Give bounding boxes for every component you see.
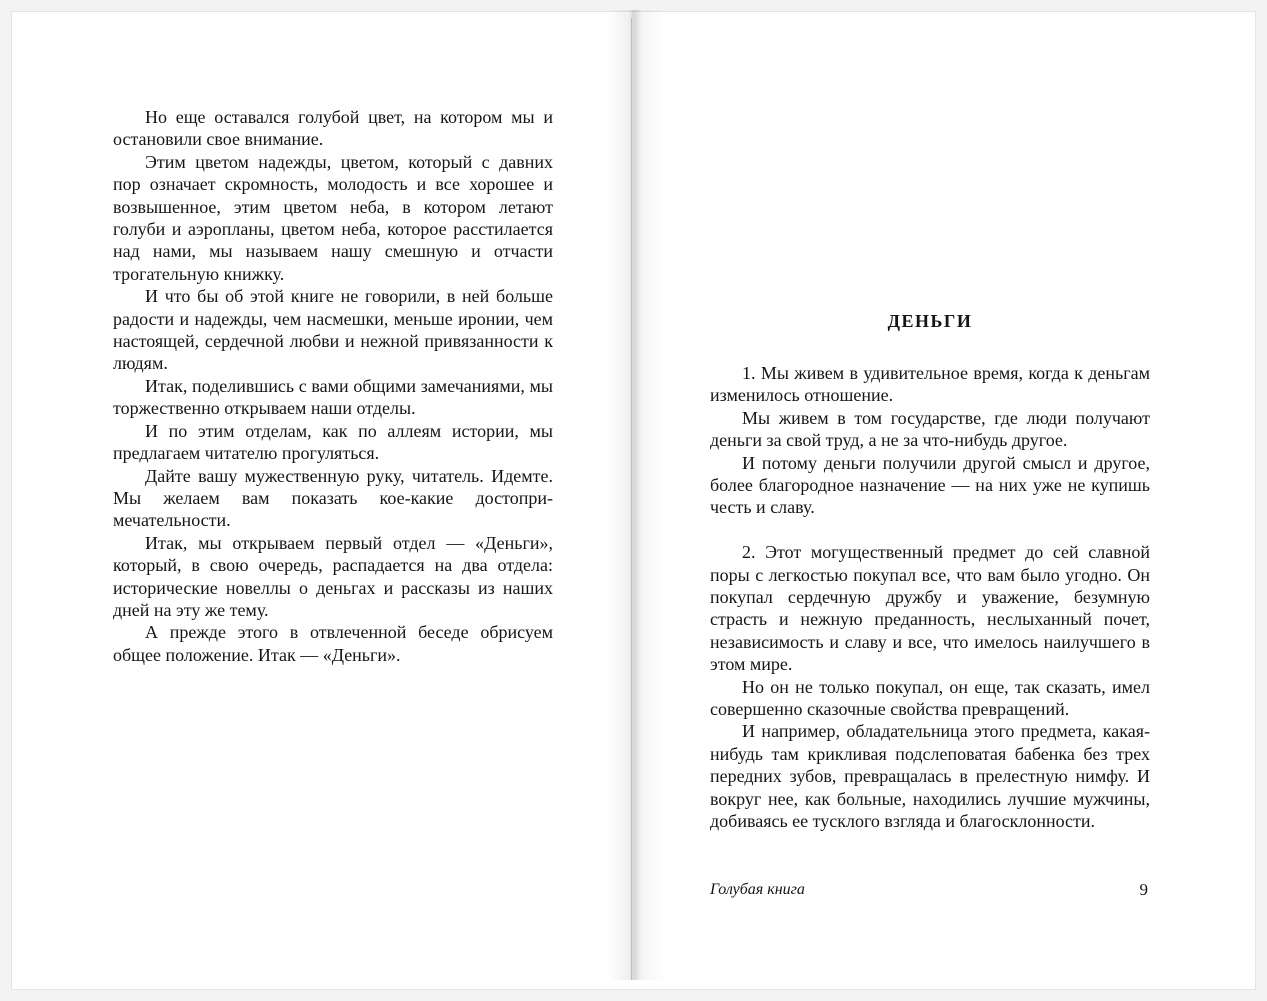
paragraph: И что бы об этой книге не говорили, в ней больше радости и надежды, чем насмешки, меньше иронии, чем настоящей, сердечной любви и нежной привязанности к людям.: [113, 286, 553, 374]
paragraph: Итак, поделившись с вами общими замечаниями, мы торжественно открываем наши отделы.: [113, 375, 553, 419]
right-page-edge: [631, 18, 632, 980]
paragraph: Дайте вашу мужественную руку, читатель. Идемте. Мы желаем вам показать кое-какие достопримечательности.: [113, 465, 553, 531]
left-page-text: [113, 106, 553, 666]
paragraph: Но он не только покупал, он еще, так сказать, имел совершенно сказочные свойства превращений.: [710, 676, 1150, 720]
page-number: 9: [1139, 880, 1148, 899]
paragraph: И потому деньги получили другой смысл и другое, более благородное назначение — на них уже не купишь честь и славу.: [710, 452, 1150, 518]
paragraph: Итак, мы открываем первый отдел — «Деньги», который, в свою очередь, распадается на два отдела: исторические новеллы о деньгах и рассказы из наших дней на эту же тему.: [113, 532, 553, 620]
paragraph: Но еще оставался голубой цвет, на котором мы и остановили свое внимание.: [113, 107, 553, 150]
running-footer-title: Голубая книга: [710, 881, 805, 898]
chapter-title: ДЕНЬГИ: [887, 311, 973, 331]
paragraph: 2. Этот могущественный предмет до сей славной поры с легкостью покупал все, что вам было угодно. Он покупал сердечную дружбу и уважение, безумную страсть и нежную преданность, неслыханный почет, независимость и славу и все, что имелось наилучшего в этом мире.: [710, 542, 1150, 675]
paragraph: 1. Мы живем в удивительное время, когда к деньгам изменилось отношение.: [710, 363, 1150, 406]
paragraph: А прежде этого в отвлеченной беседе обрисуем общее положение. Итак — «Деньги».: [113, 622, 553, 665]
paragraph: И по этим отделам, как по аллеям истории, мы предлагаем читателю прогуляться.: [113, 420, 553, 464]
paragraph: И например, обладательница этого предмета, какая-нибудь там крикливая подслеповатая бабенка без трех передних зубов, превращалась в прелестную нимфу. И вокруг нее, как больные, находились лучшие мужчины, добиваясь ее тусклого взгляда и благосклонности.: [710, 721, 1150, 832]
book-gutter-shadow: [606, 10, 666, 980]
right-page-text: [710, 362, 1150, 833]
paragraph: Этим цветом надежды, цветом, который с давних пор означает скромность, молодость и все хорошее и возвышенное, этим цветом неба, в котором летают голуби и аэропланы, цветом неба, которое расстилается над нами, мы называем нашу смешную и отчасти трогательную книжку.: [113, 151, 553, 284]
paragraph: Мы живем в том государстве, где люди получают деньги за свой труд, а не за что-нибудь другое.: [710, 407, 1150, 451]
